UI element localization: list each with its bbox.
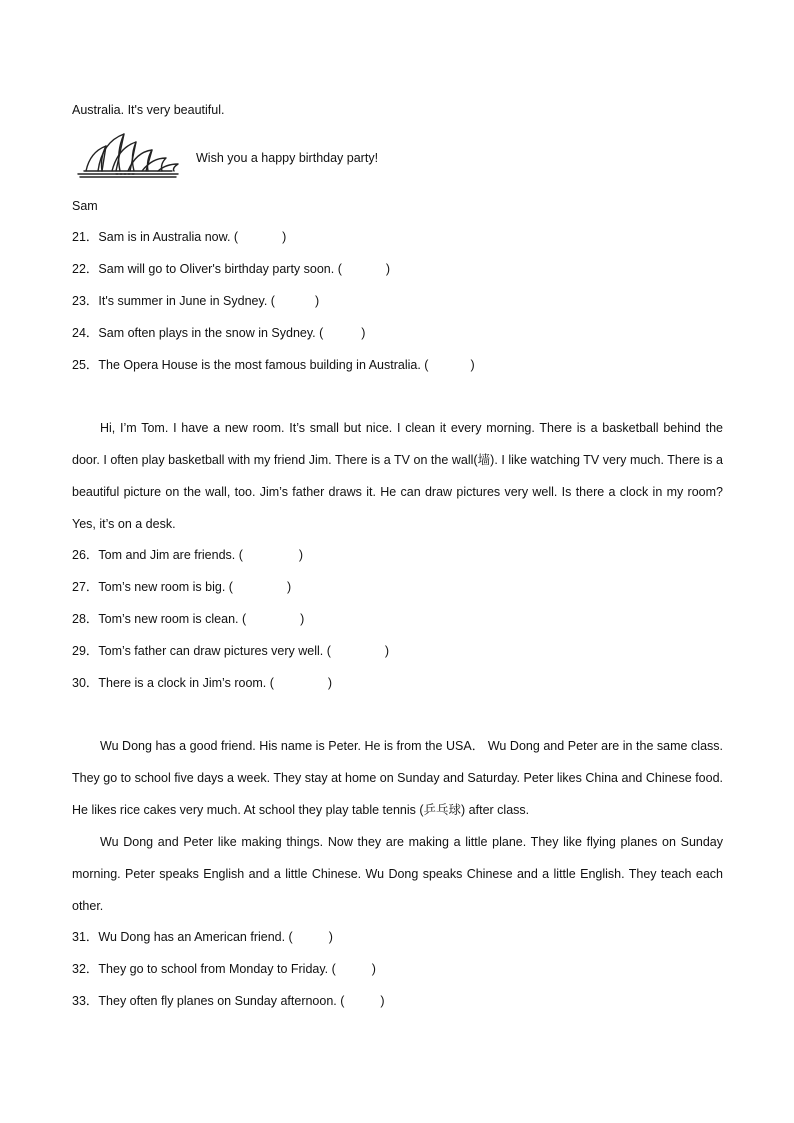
question-24	[72, 325, 365, 341]
question-close: )	[282, 230, 287, 244]
question-close: )	[380, 994, 385, 1008]
question-close: )	[361, 326, 366, 340]
question-number: 33．	[72, 994, 99, 1008]
passage-wu-dong-2: Wu Dong and Peter like making things. Now they are making a little plane. They like flying planes on Sunday morning. Peter speaks English and a little Chinese. Wu Dong speaks Chinese and a little English. They teach each other.	[72, 835, 723, 913]
letter-wish: Wish you a happy birthday party!	[196, 151, 379, 165]
question-text: They go to school from Monday to Friday. (	[98, 962, 336, 976]
question-number: 26．	[72, 548, 99, 562]
question-33	[72, 993, 385, 1009]
question-23	[72, 293, 319, 309]
question-close: )	[327, 676, 333, 690]
question-31	[72, 929, 333, 945]
question-text: The Opera House is the most famous building in Australia. (	[98, 358, 429, 372]
letter-line-top: Australia. It's very beautiful.	[72, 103, 225, 117]
question-close: )	[385, 262, 391, 276]
question-number: 22．	[72, 262, 99, 276]
question-29	[72, 643, 389, 659]
question-close: )	[470, 358, 475, 372]
sydney-opera-house-icon	[76, 130, 182, 180]
question-text: Sam is in Australia now. (	[98, 230, 239, 244]
letter-signature: Sam	[72, 199, 98, 213]
question-close: )	[300, 612, 305, 626]
question-number: 25．	[72, 358, 99, 372]
question-close: )	[286, 580, 292, 594]
question-text: It's summer in June in Sydney. (	[98, 294, 275, 308]
question-number: 29．	[72, 644, 99, 658]
question-text: Sam will go to Oliver's birthday party soon. (	[98, 262, 342, 276]
passage-wu-dong-1: Wu Dong has a good friend. His name is Peter. He is from the USA． Wu Dong and Peter are in the same class. They go to school five days a week. They stay at home on Sunday and Saturday. Peter likes China and Chinese food. He likes rice cakes very much. At school they play table tennis (乒乓球) after class.	[72, 739, 723, 817]
question-close: )	[328, 930, 333, 944]
passage-tom: Hi, I’m Tom. I have a new room. It’s small but nice. I clean it every morning. There is a basketball behind the door. I often play basketball with my friend Jim. There is a TV on the wall(墙). I like watching TV very much. There is a beautiful picture on the wall, too. Jim’s father draws it. He can draw pictures very well. Is there a clock in my room? Yes, it’s on a desk.	[72, 421, 723, 531]
question-text: They often fly planes on Sunday afternoon. (	[98, 994, 345, 1008]
question-text: Tom’s new room is big. (	[98, 580, 233, 594]
question-close: )	[384, 644, 390, 658]
question-25	[72, 357, 475, 373]
question-21	[72, 229, 286, 245]
question-number: 27．	[72, 580, 99, 594]
question-close: )	[371, 962, 376, 976]
question-close: )	[314, 294, 320, 308]
question-number: 31．	[72, 930, 99, 944]
question-close: )	[298, 548, 304, 562]
question-text: Wu Dong has an American friend. (	[98, 930, 293, 944]
question-26	[72, 547, 303, 563]
question-number: 30．	[72, 676, 99, 690]
question-27	[72, 579, 291, 595]
question-text: Tom and Jim are friends. (	[98, 548, 243, 562]
question-number: 23．	[72, 294, 99, 308]
question-22	[72, 261, 390, 277]
question-text: Sam often plays in the snow in Sydney. (	[98, 326, 324, 340]
question-text: There is a clock in Jim’s room. (	[98, 676, 274, 690]
question-number: 21．	[72, 230, 99, 244]
question-28	[72, 611, 304, 627]
question-text: Tom’s father can draw pictures very well. (	[98, 644, 331, 658]
question-number: 28．	[72, 612, 99, 626]
question-number: 32．	[72, 962, 99, 976]
question-number: 24．	[72, 326, 99, 340]
question-text: Tom’s new room is clean. (	[98, 612, 247, 626]
question-32	[72, 961, 376, 977]
question-30	[72, 675, 332, 691]
